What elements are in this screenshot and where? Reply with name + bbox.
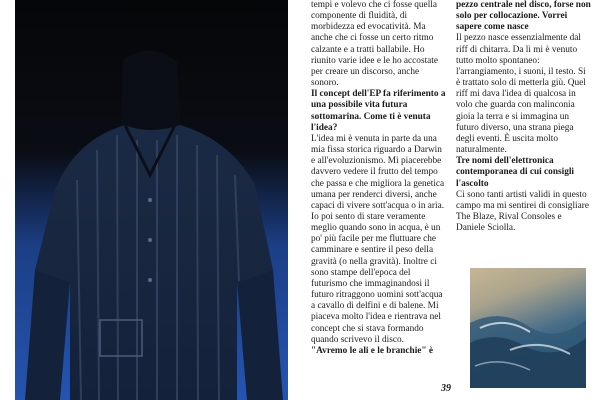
portrait-photo [15, 0, 288, 400]
interview-question: "Avremo le ali e le branchie" è [311, 345, 434, 356]
interview-question: pezzo centrale nel disco, forse non solo per collocazione. Vorrei sapere come nasce [456, 0, 591, 33]
article-paragraph: Ci sono tanti artisti validi in questo campo ma mi sentirei di consigliare The Blaze, Rival Consoles e Daniele Sciolla. [456, 189, 589, 234]
page-number: 39 [441, 383, 451, 394]
album-cover-image [470, 268, 586, 388]
article-column-right [456, 0, 592, 234]
article-paragraph: Il pezzo nasce essenzialmente dal riff di chitarra. Da lì mi è venuto tutto molto spontaneo: l'arrangiamento, i suoni, il testo. Si è trattato solo di metterla giù. Quel riff mi dava l'idea di qualcosa in volo che guarda con malinconia gioia la terra e si immagina un futuro diverso, una strana piega degli eventi. È uscita molto naturalmente. [456, 33, 586, 156]
wave-illustration [470, 268, 586, 388]
article-column-left [311, 0, 447, 357]
article-paragraph: tempi e volevo che ci fosse quella componente di fluidità, di morbidezza ed evocatività. Ma anche che ci fosse un certo ritmo calzante e a tratti ballabile. Ho riunito varie idee e le ho accostate per creare un discorso, anche sonoro. [311, 0, 438, 89]
interview-question: Tre nomi dell'elettronica contemporanea di cui consigli l'ascolto [456, 156, 575, 189]
article-paragraph: L'idea mi è venuta in parte da una mia fissa storica riguardo a Darwin e all'evoluzionismo. Mi piacerebbe davvero vedere il frutto del tempo che passa e che migliora la genetica umana per renderci diversi, anche capaci di vivere sott'acqua o in aria. Io poi sento di stare veramente meglio quando sono in acqua, è un po' più facile per me fluttuare che camminare e sentire il peso della gravità (o nella gravità). Inoltre ci sono stampe dell'epoca del futurismo che immaginandosi il futuro ritraggono uomini sott'acqua a cavallo di delfini e di balene. Mi piaceva molto l'idea e rientrava nel concept che si stava formando quando scrivevo il disco. [311, 133, 445, 345]
interview-question: Il concept dell'EP fa riferimento a una possibile vita futura sottomarina. Come ti è venuta l'idea? [311, 89, 446, 133]
portrait-illustration [15, 0, 288, 400]
